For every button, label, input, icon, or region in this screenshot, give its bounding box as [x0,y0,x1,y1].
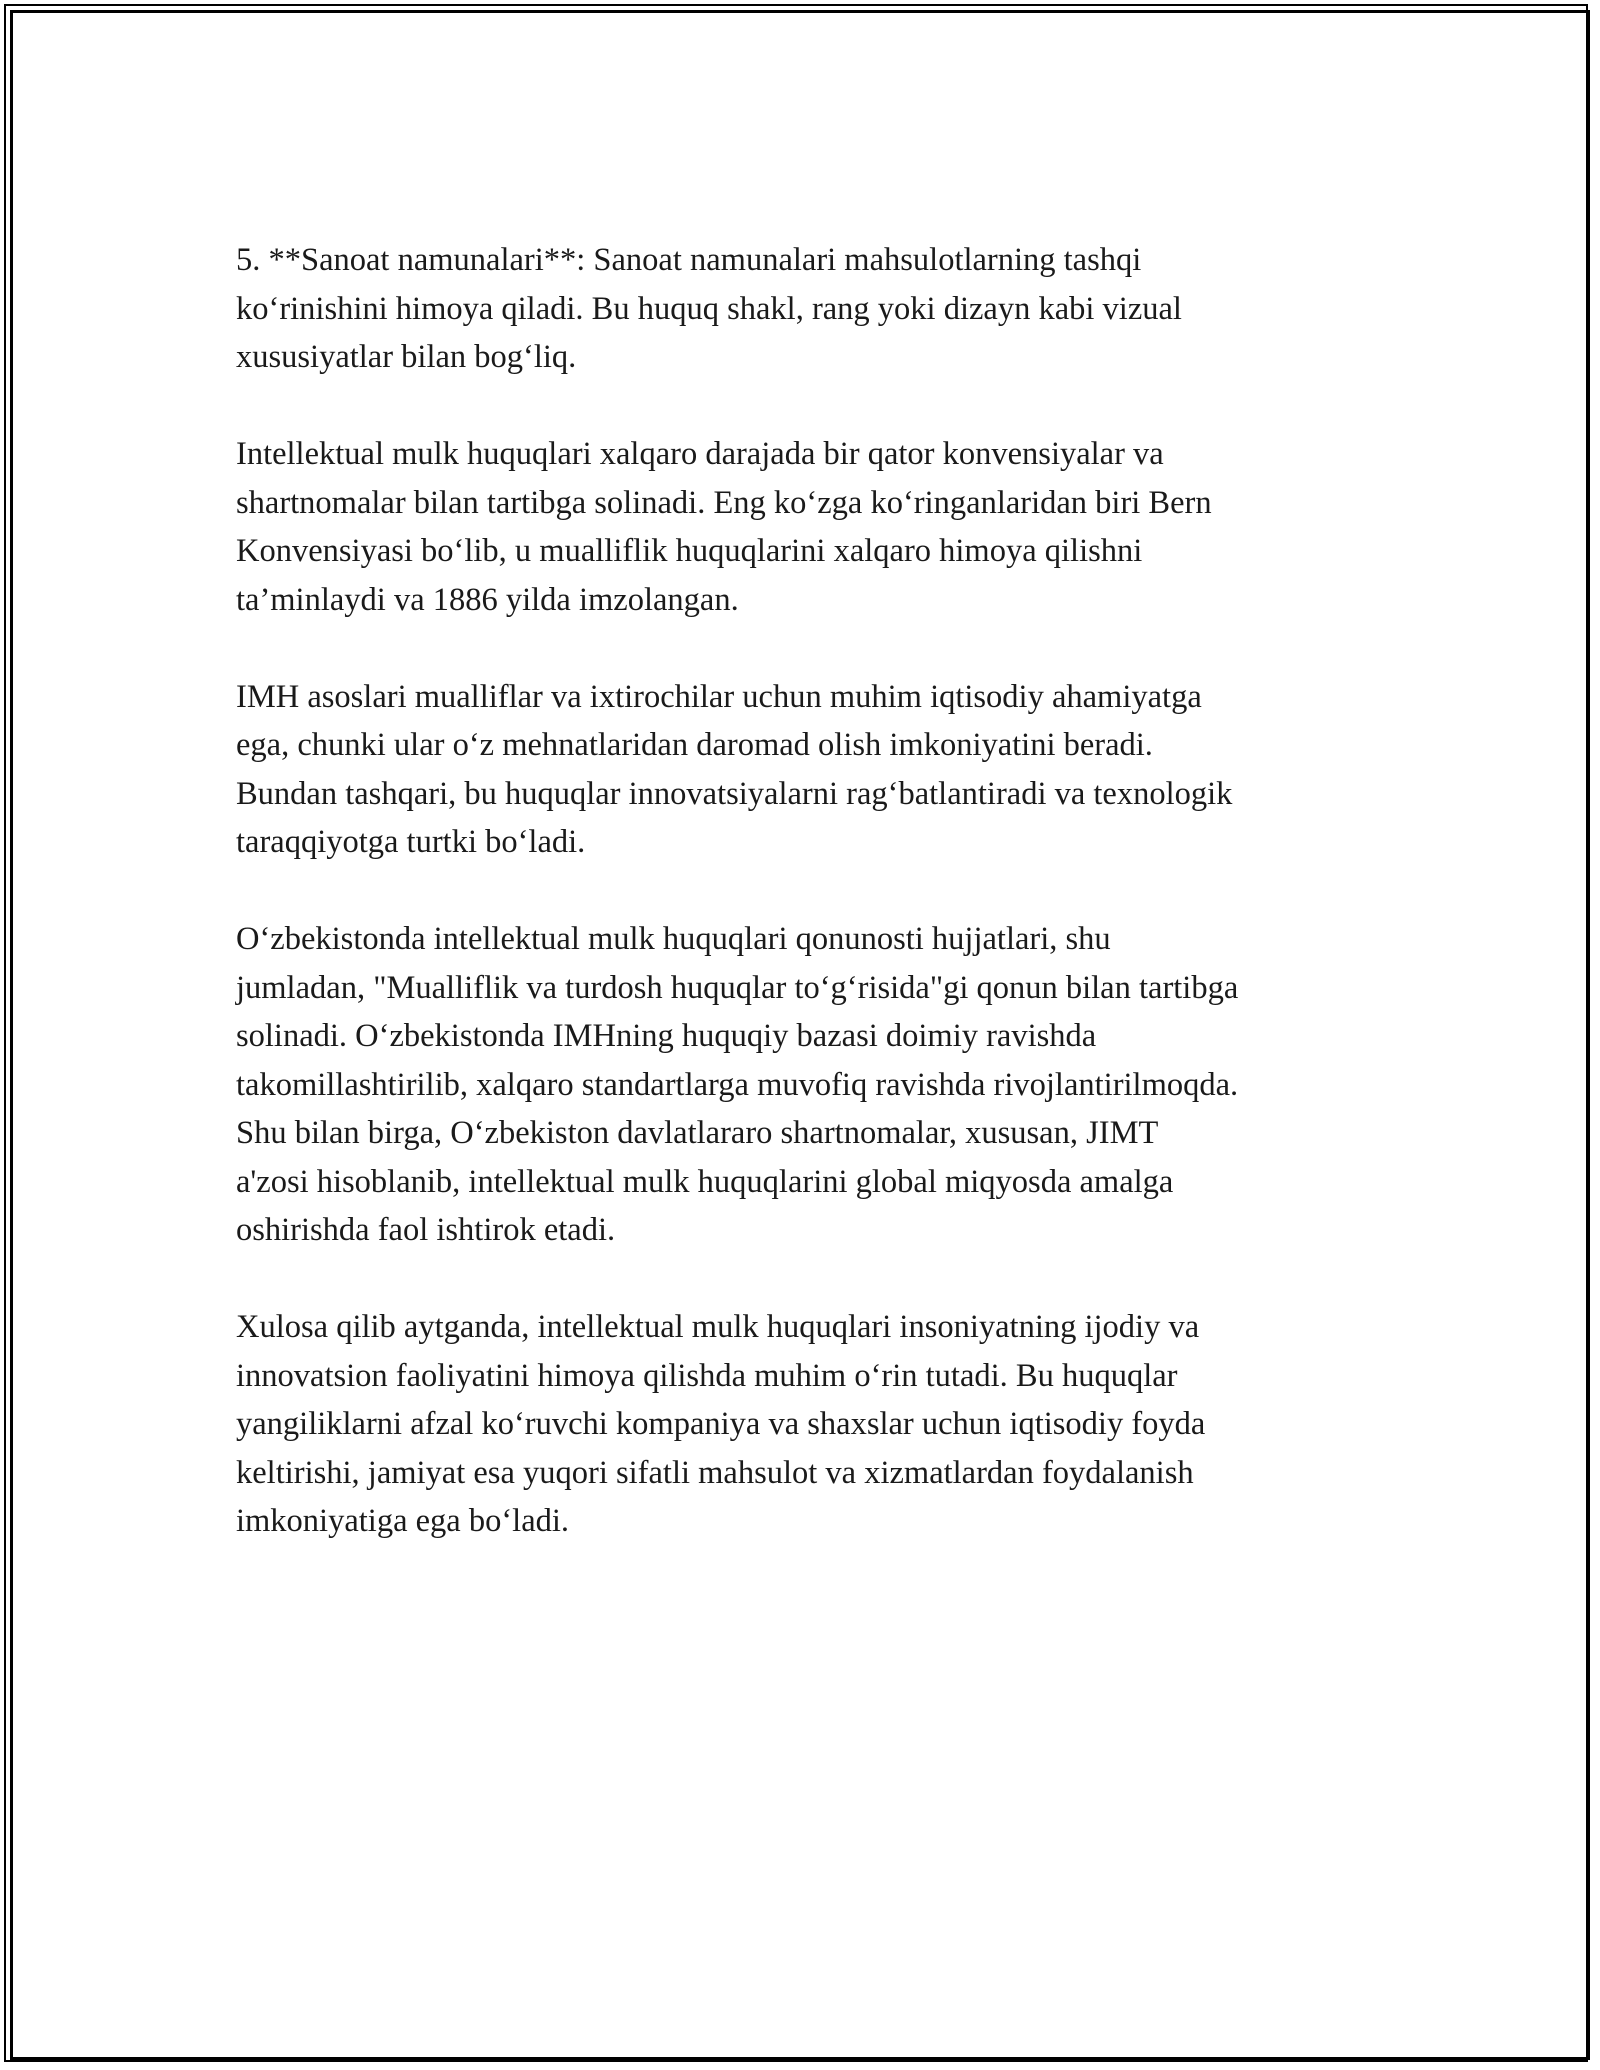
paragraph-uzbekistan-legislation: O‘zbekistonda intellektual mulk huquqlari qonunosti hujjatlari, shu jumladan, "Mualliflik va turdosh huquqlar to‘g‘risida"gi qonun bilan tartibga solinadi. O‘zbekistonda IMHning huquqiy bazasi doimiy ravishda takomillashtirilib, xalqaro standartlarga muvofiq ravishda rivojlantirilmoqda. Shu bilan birga, O‘zbekiston davlatlararo shartnomalar, xususan, JIMT a'zosi hisoblanib, intellektual mulk huquqlarini global miqyosda amalga oshirishda faol ishtirok etadi. [236,921,1239,1248]
paragraph-industrial-designs: 5. **Sanoat namunalari**: Sanoat namunalari mahsulotlarning tashqi ko‘rinishini himoya qiladi. Bu huquq shakl, rang yoki dizayn kabi vizual xususiyatlar bilan bog‘liq. [236,242,1182,375]
document-body [236,236,1376,1594]
paragraph-conclusion: Xulosa qilib aytganda, intellektual mulk huquqlari insoniyatning ijodiy va innovatsion faoliyatini himoya qilishda muhim o‘rin tutadi. Bu huquqlar yangiliklarni afzal ko‘ruvchi kompaniya va shaxslar uchun iqtisodiy foyda keltirishi, jamiyat esa yuqori sifatli mahsulot va xizmatlardan foydalanish imkoniyatiga ega bo‘ladi. [236,1309,1206,1539]
paragraph-economic-importance: IMH asoslari mualliflar va ixtirochilar uchun muhim iqtisodiy ahamiyatga ega, chunki ular o‘z mehnatlaridan daromad olish imkoniyatini beradi. Bundan tashqari, bu huquqlar innovatsiyalarni rag‘batlantiradi va texnologik taraqqiyotga turtki bo‘ladi. [236,678,1233,860]
paragraph-international-regulation: Intellektual mulk huquqlari xalqaro darajada bir qator konvensiyalar va shartnomalar bilan tartibga solinadi. Eng ko‘zga ko‘ringanlaridan biri Bern Konvensiyasi bo‘lib, u mualliflik huquqlarini xalqaro himoya qilishni ta’minlaydi va 1886 yilda imzolangan. [236,436,1212,618]
